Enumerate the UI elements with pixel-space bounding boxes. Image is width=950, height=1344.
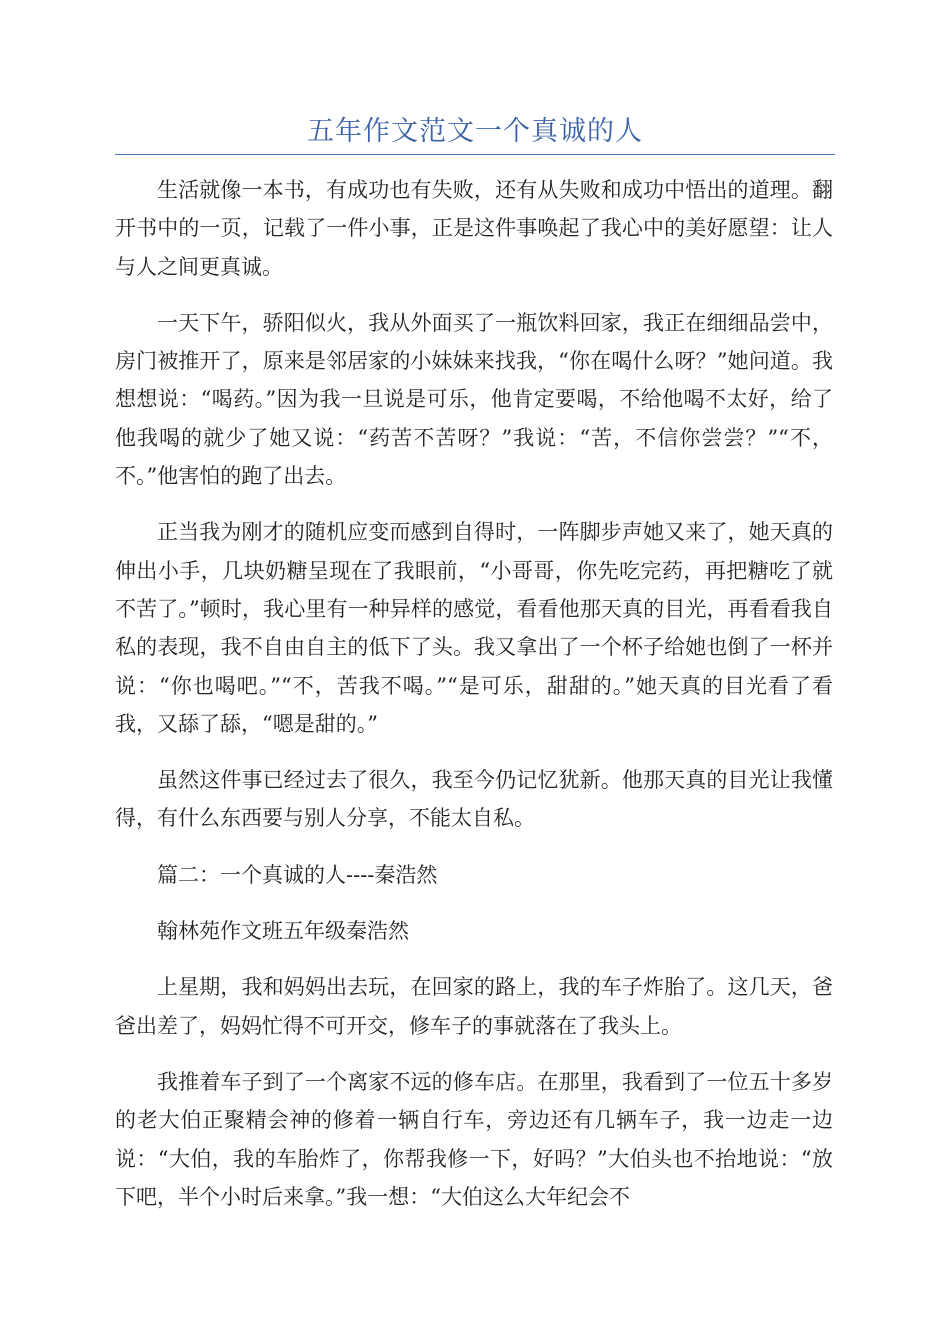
paragraph-1: 生活就像一本书，有成功也有失败，还有从失败和成功中悟出的道理。翻开书中的一页，记载了一件小事，正是这件事唤起了我心中的美好愿望：让人与人之间更真诚。 (115, 178, 833, 279)
paragraph-4: 虽然这件事已经过去了很久，我至今仍记忆犹新。他那天真的目光让我懂得，有什么东西要与别人分享，不能太自私。 (115, 768, 833, 831)
paragraph-5: 上星期，我和妈妈出去玩，在回家的路上，我的车子炸胎了。这几天，爸爸出差了，妈妈忙得不可开交，修车子的事就落在了我头上。 (115, 975, 833, 1038)
document-title: 五年作文范文一个真诚的人 (307, 116, 643, 147)
paragraph-6: 我推着车子到了一个离家不远的修车店。在那里，我看到了一位五十多岁的老大伯正聚精会神的修着一辆自行车，旁边还有几辆车子，我一边走一边说：“大伯，我的车胎炸了，你帮我修一下，好吗？”大伯头也不抬地说：“放下吧，半个小时后来拿。”我一想：“大伯这么大年纪会不 (115, 1069, 833, 1209)
section-heading: 篇二：一个真诚的人----秦浩然 (157, 862, 438, 887)
title-underline (115, 154, 835, 155)
document-body (115, 171, 833, 1234)
paragraph-3: 正当我为刚才的随机应变而感到自得时，一阵脚步声她又来了，她天真的伸出小手，几块奶糖呈现在了我眼前，“小哥哥，你先吃完药，再把糖吃了就不苦了。”顿时，我心里有一种异样的感觉，看看他那天真的目光，再看看我自私的表现，我不自由自主的低下了头。我又拿出了一个杯子给她也倒了一杯并说：“你也喝吧。”“不，苦我不喝。”“是可乐，甜甜的。”她天真的目光看了看我，又舔了舔，“嗯是甜的。” (115, 520, 833, 736)
paragraph-2: 一天下午，骄阳似火，我从外面买了一瓶饮料回家，我正在细细品尝中，房门被推开了，原来是邻居家的小妹妹来找我，“你在喝什么呀？”她问道。我想想说：“喝药。”因为我一旦说是可乐，他肯定要喝，不给他喝不太好，给了他我喝的就少了她又说：“药苦不苦呀？”我说：“苦，不信你尝尝？”“不，不。”他害怕的跑了出去。 (115, 310, 833, 489)
author-line: 翰林苑作文班五年级秦浩然 (157, 919, 409, 944)
